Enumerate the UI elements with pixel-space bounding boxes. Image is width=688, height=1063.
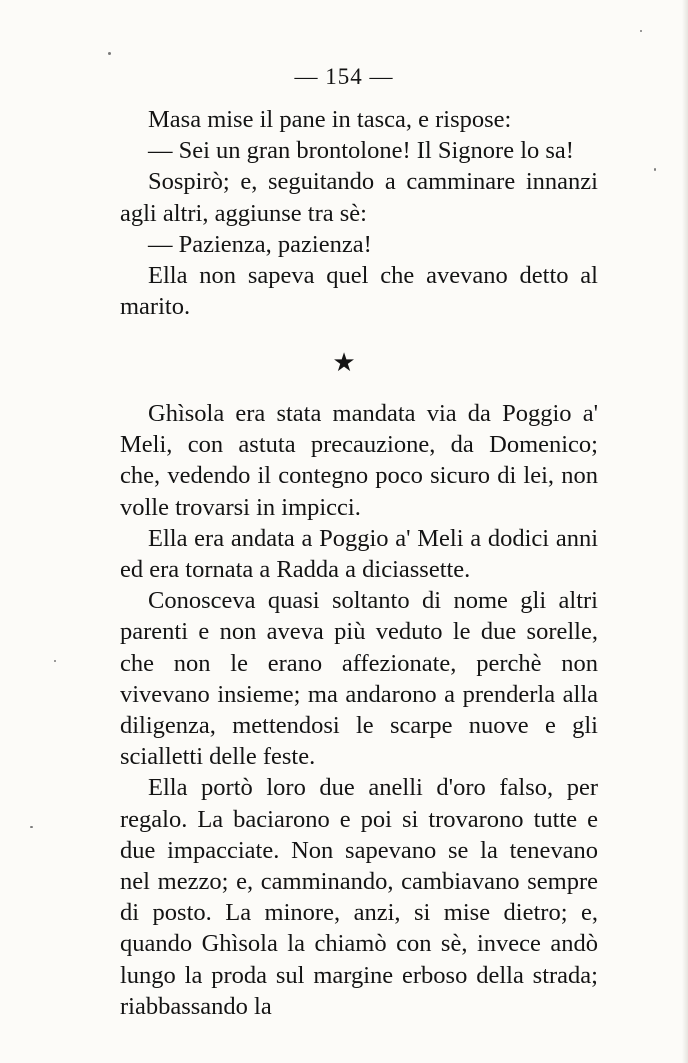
paper-speck: [54, 660, 56, 662]
paper-speck: [654, 168, 656, 171]
paragraph: Masa mise il pane in tasca, e rispose:: [148, 106, 512, 133]
star-icon: ★: [332, 348, 356, 377]
paragraph: Ghìsola era stata mandata via da Poggio a' Meli, con astuta precauzione, da Domenico; che, vedendo il contegno poco sicuro di lei, non volle trovarsi in impicci.: [120, 400, 598, 521]
paragraph: — Pazienza, pazienza!: [148, 230, 372, 258]
text-section-2: [120, 398, 598, 1022]
paper-speck: [30, 826, 33, 828]
paragraph: — Sei un gran brontolone! Il Signore lo sa!: [148, 137, 574, 165]
text-section-1: [120, 104, 598, 322]
paper-speck: [640, 30, 642, 32]
paragraph: Sospirò; e, seguitando a camminare innanzi agli altri, aggiunse tra sè:: [120, 168, 598, 227]
paragraph: Conosceva quasi soltanto di nome gli altri parenti e non aveva più veduto le due sorelle, che non le erano affezionate, perchè non vivevano insieme; ma andarono a prenderla alla diligenza, mettendosi le scarpe nuove e gli scialletti delle feste.: [120, 587, 598, 771]
paper-speck: [108, 52, 111, 55]
paragraph: Ella non sapeva quel che avevano detto al marito.: [120, 262, 598, 321]
page-edge: [682, 0, 688, 1063]
page-number: — 154 —: [294, 64, 394, 89]
paragraph: Ella era andata a Poggio a' Meli a dodici anni ed era tornata a Radda a diciassette.: [120, 524, 598, 584]
paragraph: Ella portò loro due anelli d'oro falso, per regalo. La baciarono e poi si trovarono tutte e due impacciate. Non sapevano se la tenevano nel mezzo; e, camminando, cambiavano sempre di posto. La minore, anzi, si mise dietro; e, quando Ghìsola la chiamò con sè, invece andò lungo la proda sul margine erboso della strada; riabbassando la: [120, 774, 598, 1020]
